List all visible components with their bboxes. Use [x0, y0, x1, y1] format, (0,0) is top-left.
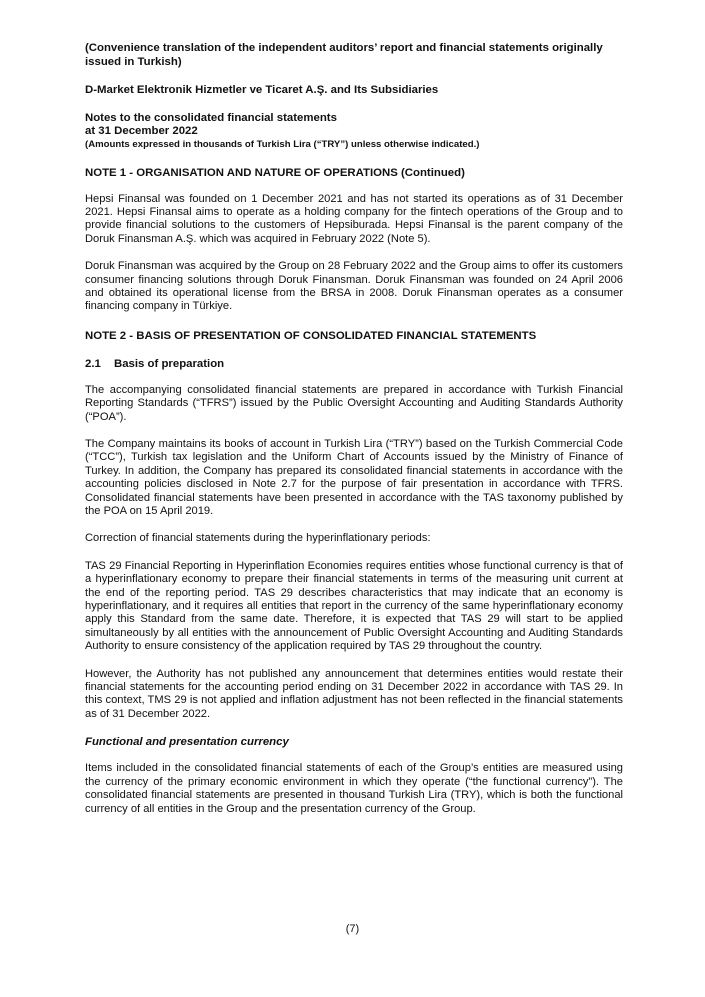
note2-paragraph: Correction of financial statements during the hyperinflationary periods:: [85, 532, 431, 545]
note2-paragraph: The Company maintains its books of account in Turkish Lira (“TRY”) based on the Turkish Commercial Code (“TCC”), Turkish tax legislation and the Uniform Chart of Accounts issued by the Ministry of Finance of Turkey. In addition, the Company has prepared its consolidated financial statements in accordance with the accounting policies disclosed in Note 2.7 for the purpose of fair presentation in accordance with TFRS. Consolidated financial statements have been presented in accordance with the TAS taxonomy published by the POA on 15 April 2019.: [85, 437, 623, 517]
section-title: Basis of preparation: [114, 357, 225, 370]
note1-paragraph: Doruk Finansman was acquired by the Group on 28 February 2022 and the Group aims to offer its customers consumer financing solutions through Doruk Finansman. Doruk Finansman was founded on 24 April 2006 and obtained its operational license from the BRSA in 2008. Doruk Finansman operates as a consumer financing company in Türkiye.: [85, 260, 623, 313]
note1-paragraph: Hepsi Finansal was founded on 1 December 2021 and has not started its operations as of 31 December 2021. Hepsi Finansal aims to operate as a holding company for the fintech operations of the Group and to provide financial solutions to the customers of Hepsiburada. Hepsi Finansal is the parent company of the Doruk Finansman A.Ş. which was acquired in February 2022 (Note 5).: [85, 192, 623, 245]
company-name: D-Market Elektronik Hizmetler ve Ticaret A.Ş. and Its Subsidiaries: [85, 84, 439, 96]
page-content: [85, 42, 623, 816]
note1-title: NOTE 1 - ORGANISATION AND NATURE OF OPERATIONS (Continued): [85, 166, 465, 179]
section-number: 2.1: [85, 357, 101, 370]
notes-title: Notes to the consolidated financial statements: [85, 111, 337, 124]
section-heading: [85, 357, 623, 371]
note2-paragraph: The accompanying consolidated financial statements are prepared in accordance with Turkish Financial Reporting Standards (“TFRS”) issued by the Public Oversight Accounting and Auditing Standards Authority (“POA”).: [85, 383, 623, 423]
functional-currency-heading: Functional and presentation currency: [85, 736, 289, 749]
note2-title: NOTE 2 - BASIS OF PRESENTATION OF CONSOLIDATED FINANCIAL STATEMENTS: [85, 329, 537, 342]
functional-currency-paragraph: Items included in the consolidated financial statements of each of the Group’s entities are measured using the currency of the primary economic environment in which they operate (“the functional currency”). The consolidated financial statements are presented in thousand Turkish Lira (TRY), which is both the functional currency of all entities in the Group and the presentation currency of the Group.: [85, 762, 623, 815]
amounts-note: (Amounts expressed in thousands of Turkish Lira (“TRY”) unless otherwise indicated.): [85, 138, 480, 150]
page-number: (7): [345, 923, 360, 935]
note2-paragraph: However, the Authority has not published any announcement that determines entities would restate their financial statements for the accounting period ending on 31 December 2022 in accordance with TAS 29. In this context, TMS 29 is not applied and inflation adjustment has not been reflected in the financial statements as of 31 December 2022.: [85, 667, 623, 720]
convenience-translation-note: (Convenience translation of the independent auditors’ report and financial statements originally issued in Turkish): [85, 42, 603, 68]
date-line: at 31 December 2022: [85, 125, 198, 137]
note2-paragraph: TAS 29 Financial Reporting in Hyperinflation Economies requires entities whose functional currency is that of a hyperinflationary economy to prepare their financial statements in terms of the measuring unit current at the end of the reporting period. TAS 29 describes characteristics that may indicate that an economy is hyperinflationary, and it requires all entities that report in the currency of the same hyperinflationary economy apply this Standard from the same date. Therefore, it is expected that TAS 29 will start to be applied simultaneously by all entities with the announcement of Public Oversight Accounting and Auditing Standards Authority to ensure consistency of the application required by TAS 29 throughout the country.: [85, 559, 623, 653]
